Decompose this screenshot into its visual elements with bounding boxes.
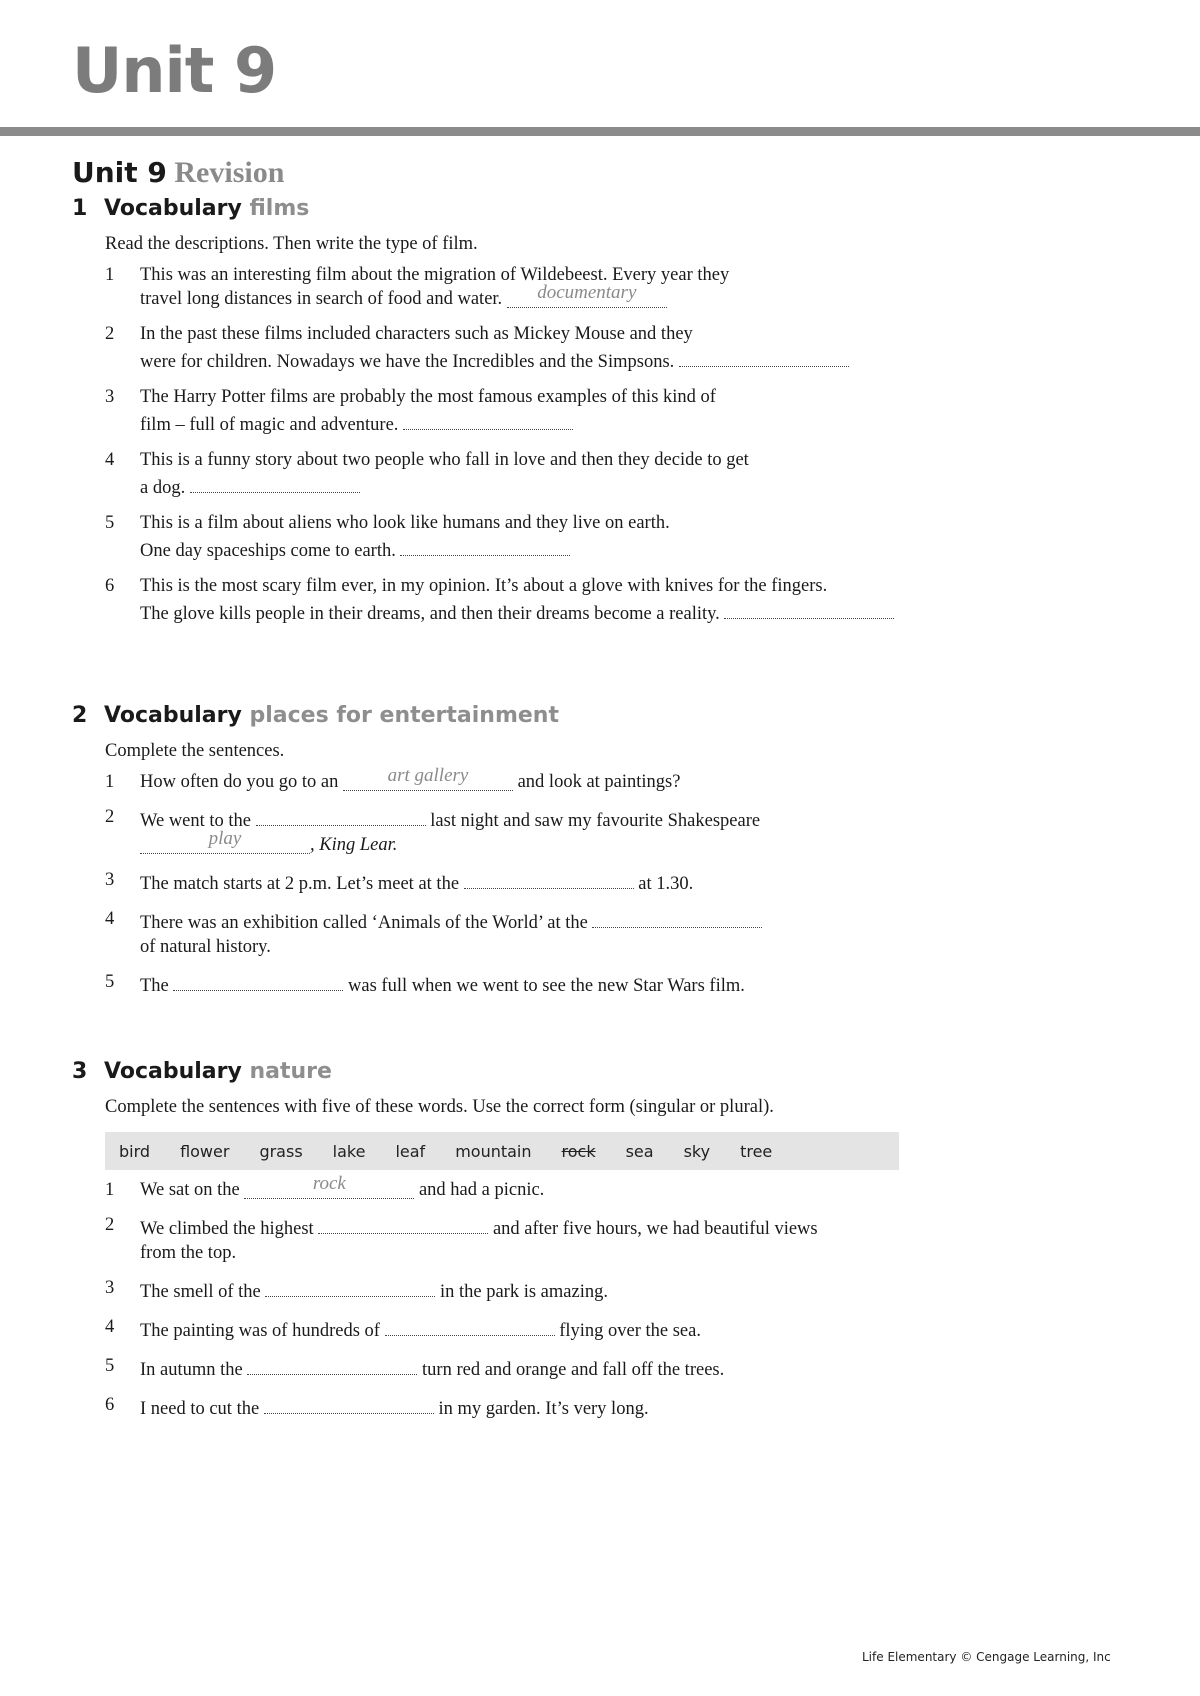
list-item: 6 This is the most scary film ever, in my opinion. It’s about a glove with knives for the fingers. The glove kills people in their dreams, and then their dreams become a reality. [105, 574, 1132, 626]
list-item: 4 The painting was of hundreds of flying over the sea. [105, 1317, 701, 1341]
section-topic: films [249, 196, 310, 221]
word-chip: sea [625, 1141, 654, 1161]
answer-blank[interactable] [464, 868, 634, 889]
section-label: Vocabulary [104, 196, 242, 221]
word-chip: flower [180, 1141, 230, 1161]
section-1-heading [72, 195, 1132, 223]
header-rule [0, 127, 1200, 136]
section-3-heading: 3 Vocabulary nature [72, 1059, 332, 1084]
list-item: 1 We sat on the rock and had a picnic. [105, 1173, 545, 1200]
section-number: 1 [72, 196, 88, 221]
answer-blank[interactable] [256, 805, 426, 826]
answer-blank[interactable] [173, 970, 343, 991]
answer-blank[interactable] [265, 1276, 435, 1297]
answer-blank[interactable] [190, 472, 360, 493]
list-item: 6 I need to cut the in my garden. It’s very long. [105, 1395, 649, 1419]
list-item: 5 In autumn the turn red and orange and fall off the trees. [105, 1356, 725, 1380]
section-3-instruction: Complete the sentences with five of these words. Use the correct form (singular or plural). [105, 1097, 774, 1117]
section-3-list [105, 1173, 1132, 1421]
word-chip: lake [332, 1141, 366, 1161]
answer-blank[interactable] [264, 1393, 434, 1414]
list-item: 3 The smell of the in the park is amazing. [105, 1278, 608, 1302]
answer-blank[interactable] [247, 1354, 417, 1375]
answer-blank[interactable]: play [140, 833, 310, 854]
list-item: 3 The match starts at 2 p.m. Let’s meet at the at 1.30. [105, 870, 694, 894]
answer-blank[interactable] [400, 535, 570, 556]
section-2-list [105, 765, 1132, 998]
list-item: 2 We went to the last night and saw my favourite Shakespeare play , King Lear. [105, 807, 761, 855]
word-chip: sky [683, 1141, 711, 1161]
word-chip-used: rock [561, 1141, 596, 1161]
answer-blank[interactable] [385, 1315, 555, 1336]
word-chip: mountain [455, 1141, 532, 1161]
answer-blank[interactable] [592, 907, 762, 928]
section-nature [72, 1058, 1132, 1432]
section-2-instruction: Complete the sentences. [105, 741, 285, 761]
revision-unit: Unit 9 [72, 156, 167, 189]
word-chip: tree [740, 1141, 773, 1161]
word-box [105, 1132, 899, 1170]
unit-title: Unit 9 [72, 34, 277, 107]
section-places [72, 702, 1132, 1009]
revision-word: Revision [174, 156, 285, 189]
answer-blank[interactable] [724, 598, 894, 619]
list-item: 3 The Harry Potter films are probably the most famous examples of this kind of film – full of magic and adventure. [105, 387, 716, 435]
word-chip: leaf [395, 1141, 426, 1161]
word-chip: bird [119, 1141, 151, 1161]
section-topic: nature [249, 1059, 332, 1084]
answer-blank[interactable]: documentary [507, 287, 667, 308]
section-1-list [105, 263, 1132, 626]
list-item: 4 There was an exhibition called ‘Animals of the World’ at the of natural history. [105, 907, 1132, 959]
list-item: 2 We climbed the highest and after five hours, we had beautiful views from the top. [105, 1215, 818, 1263]
section-1-instruction: Read the descriptions. Then write the type of film. [105, 234, 478, 254]
section-2-heading: 2 Vocabulary places for entertainment [72, 703, 559, 728]
list-item: 4 This is a funny story about two people who fall in love and then they decide to get a dog. [105, 450, 749, 498]
answer-blank[interactable] [403, 409, 573, 430]
list-item: 5 This is a film about aliens who look like humans and they live on earth. One day spaceships come to earth. [105, 513, 670, 561]
list-item: 5 The was full when we went to see the new Star Wars film. [105, 972, 745, 996]
answer-blank[interactable]: art gallery [343, 770, 513, 791]
revision-heading [72, 158, 284, 188]
list-item: 1 This was an interesting film about the migration of Wildebeest. Every year they travel long distances in search of food and water. documentary [105, 265, 730, 309]
word-chip: grass [259, 1141, 303, 1161]
section-topic: places for entertainment [249, 703, 559, 728]
list-item: 2 In the past these films included characters such as Mickey Mouse and they were for children. Nowadays we have the Incredibles and the Simpsons. [105, 322, 1132, 374]
answer-blank[interactable] [318, 1213, 488, 1234]
answer-blank[interactable] [679, 346, 849, 367]
list-item: 1 How often do you go to an art gallery and look at paintings? [105, 765, 681, 792]
footer-copyright: Life Elementary © Cengage Learning, Inc [862, 1650, 1111, 1664]
answer-blank[interactable]: rock [244, 1178, 414, 1199]
section-films [72, 195, 1132, 637]
